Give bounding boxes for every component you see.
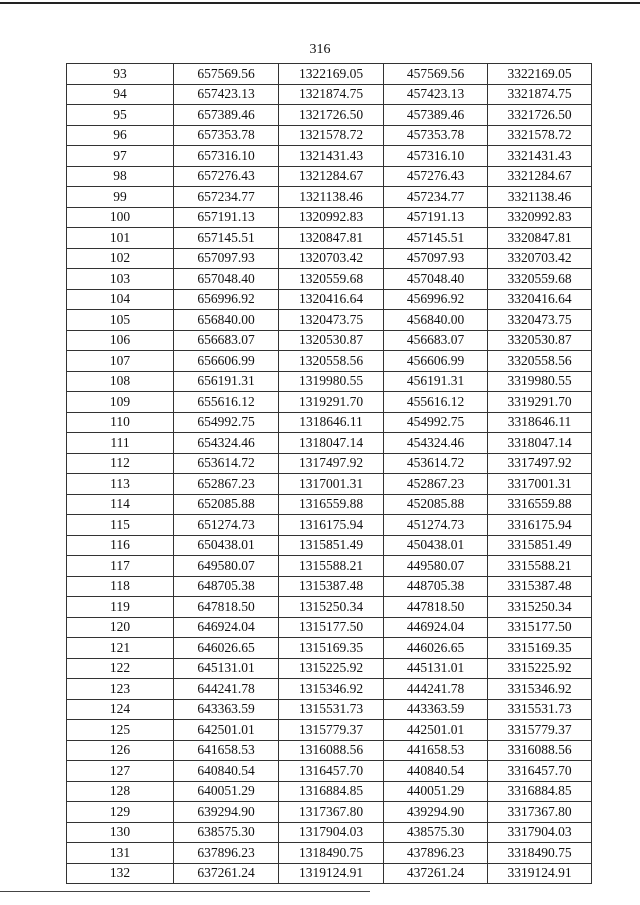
- y2-coord-cell: 3319980.55: [488, 371, 592, 392]
- y-coord-cell: 1315531.73: [279, 699, 384, 720]
- y-coord-cell: 1318646.11: [279, 412, 384, 433]
- x-coord-cell: 656840.00: [174, 310, 279, 331]
- x-coord-cell: 655616.12: [174, 392, 279, 413]
- table-row: [67, 125, 592, 146]
- point-number-cell: 126: [67, 740, 174, 761]
- x-coord-cell: 650438.01: [174, 535, 279, 556]
- point-number-cell: 115: [67, 515, 174, 536]
- x-coord-cell: 652867.23: [174, 474, 279, 495]
- y2-coord-cell: 3320530.87: [488, 330, 592, 351]
- x-coord-cell: 643363.59: [174, 699, 279, 720]
- point-number-cell: 108: [67, 371, 174, 392]
- y2-coord-cell: 3320416.64: [488, 289, 592, 310]
- y-coord-cell: 1321726.50: [279, 105, 384, 126]
- point-number-cell: 111: [67, 433, 174, 454]
- point-number-cell: 112: [67, 453, 174, 474]
- table-row: [67, 207, 592, 228]
- y-coord-cell: 1322169.05: [279, 64, 384, 85]
- y2-coord-cell: 3318047.14: [488, 433, 592, 454]
- x-coord-cell: 646026.65: [174, 638, 279, 659]
- table-row: [67, 269, 592, 290]
- table-row: [67, 392, 592, 413]
- x-coord-cell: 637896.23: [174, 843, 279, 864]
- point-number-cell: 119: [67, 597, 174, 618]
- y2-coord-cell: 3319291.70: [488, 392, 592, 413]
- y2-coord-cell: 3321431.43: [488, 146, 592, 167]
- y2-coord-cell: 3315225.92: [488, 658, 592, 679]
- table-row: [67, 597, 592, 618]
- y-coord-cell: 1317367.80: [279, 802, 384, 823]
- point-number-cell: 107: [67, 351, 174, 372]
- point-number-cell: 122: [67, 658, 174, 679]
- y-coord-cell: 1317001.31: [279, 474, 384, 495]
- x2-coord-cell: 446924.04: [384, 617, 488, 638]
- x-coord-cell: 657191.13: [174, 207, 279, 228]
- page-number: 316: [309, 42, 331, 57]
- point-number-cell: 94: [67, 84, 174, 105]
- y-coord-cell: 1318047.14: [279, 433, 384, 454]
- point-number-cell: 106: [67, 330, 174, 351]
- y2-coord-cell: 3320847.81: [488, 228, 592, 249]
- point-number-cell: 114: [67, 494, 174, 515]
- x-coord-cell: 641658.53: [174, 740, 279, 761]
- table-row: [67, 310, 592, 331]
- table-row: [67, 679, 592, 700]
- x-coord-cell: 637261.24: [174, 863, 279, 884]
- x2-coord-cell: 457569.56: [384, 64, 488, 85]
- x2-coord-cell: 457234.77: [384, 187, 488, 208]
- point-number-cell: 99: [67, 187, 174, 208]
- point-number-cell: 125: [67, 720, 174, 741]
- y2-coord-cell: 3321284.67: [488, 166, 592, 187]
- x-coord-cell: 639294.90: [174, 802, 279, 823]
- table-row: [67, 556, 592, 577]
- x2-coord-cell: 440051.29: [384, 781, 488, 802]
- table-row: [67, 720, 592, 741]
- point-number-cell: 95: [67, 105, 174, 126]
- x2-coord-cell: 456191.31: [384, 371, 488, 392]
- y2-coord-cell: 3318490.75: [488, 843, 592, 864]
- table-row: [67, 761, 592, 782]
- y2-coord-cell: 3320473.75: [488, 310, 592, 331]
- point-number-cell: 101: [67, 228, 174, 249]
- x-coord-cell: 657316.10: [174, 146, 279, 167]
- y-coord-cell: 1317904.03: [279, 822, 384, 843]
- point-number-cell: 110: [67, 412, 174, 433]
- y2-coord-cell: 3315177.50: [488, 617, 592, 638]
- table-row: [67, 494, 592, 515]
- table-row: [67, 166, 592, 187]
- x-coord-cell: 654324.46: [174, 433, 279, 454]
- x2-coord-cell: 441658.53: [384, 740, 488, 761]
- x2-coord-cell: 456606.99: [384, 351, 488, 372]
- y-coord-cell: 1316457.70: [279, 761, 384, 782]
- y-coord-cell: 1321578.72: [279, 125, 384, 146]
- x2-coord-cell: 456996.92: [384, 289, 488, 310]
- x-coord-cell: 651274.73: [174, 515, 279, 536]
- x-coord-cell: 644241.78: [174, 679, 279, 700]
- x-coord-cell: 657423.13: [174, 84, 279, 105]
- point-number-cell: 103: [67, 269, 174, 290]
- y-coord-cell: 1315779.37: [279, 720, 384, 741]
- bottom-rule: [0, 891, 370, 892]
- x-coord-cell: 649580.07: [174, 556, 279, 577]
- x2-coord-cell: 455616.12: [384, 392, 488, 413]
- table-row: [67, 64, 592, 85]
- table-row: [67, 843, 592, 864]
- y-coord-cell: 1320416.64: [279, 289, 384, 310]
- point-number-cell: 96: [67, 125, 174, 146]
- y-coord-cell: 1321874.75: [279, 84, 384, 105]
- table-row: [67, 740, 592, 761]
- y-coord-cell: 1316088.56: [279, 740, 384, 761]
- x-coord-cell: 652085.88: [174, 494, 279, 515]
- x2-coord-cell: 450438.01: [384, 535, 488, 556]
- x2-coord-cell: 449580.07: [384, 556, 488, 577]
- x2-coord-cell: 447818.50: [384, 597, 488, 618]
- x2-coord-cell: 451274.73: [384, 515, 488, 536]
- x2-coord-cell: 456840.00: [384, 310, 488, 331]
- table-row: [67, 412, 592, 433]
- y-coord-cell: 1318490.75: [279, 843, 384, 864]
- point-number-cell: 109: [67, 392, 174, 413]
- table-row: [67, 781, 592, 802]
- point-number-cell: 128: [67, 781, 174, 802]
- x-coord-cell: 640840.54: [174, 761, 279, 782]
- y2-coord-cell: 3321138.46: [488, 187, 592, 208]
- x-coord-cell: 654992.75: [174, 412, 279, 433]
- table-row: [67, 474, 592, 495]
- y2-coord-cell: 3316088.56: [488, 740, 592, 761]
- y-coord-cell: 1320703.42: [279, 248, 384, 269]
- x-coord-cell: 657353.78: [174, 125, 279, 146]
- point-number-cell: 132: [67, 863, 174, 884]
- table-row: [67, 699, 592, 720]
- point-number-cell: 93: [67, 64, 174, 85]
- point-number-cell: 100: [67, 207, 174, 228]
- x2-coord-cell: 457191.13: [384, 207, 488, 228]
- table-row: [67, 658, 592, 679]
- table-row: [67, 822, 592, 843]
- x2-coord-cell: 457316.10: [384, 146, 488, 167]
- y2-coord-cell: 3320992.83: [488, 207, 592, 228]
- y-coord-cell: 1317497.92: [279, 453, 384, 474]
- x-coord-cell: 647818.50: [174, 597, 279, 618]
- point-number-cell: 131: [67, 843, 174, 864]
- y2-coord-cell: 3318646.11: [488, 412, 592, 433]
- y-coord-cell: 1315851.49: [279, 535, 384, 556]
- x-coord-cell: 656683.07: [174, 330, 279, 351]
- y-coord-cell: 1320992.83: [279, 207, 384, 228]
- x2-coord-cell: 457048.40: [384, 269, 488, 290]
- x-coord-cell: 645131.01: [174, 658, 279, 679]
- y-coord-cell: 1320559.68: [279, 269, 384, 290]
- point-number-cell: 97: [67, 146, 174, 167]
- table-row: [67, 535, 592, 556]
- y-coord-cell: 1321431.43: [279, 146, 384, 167]
- top-rule: [0, 2, 640, 4]
- y2-coord-cell: 3316457.70: [488, 761, 592, 782]
- point-number-cell: 123: [67, 679, 174, 700]
- point-number-cell: 124: [67, 699, 174, 720]
- point-number-cell: 113: [67, 474, 174, 495]
- y2-coord-cell: 3322169.05: [488, 64, 592, 85]
- point-number-cell: 117: [67, 556, 174, 577]
- x2-coord-cell: 457389.46: [384, 105, 488, 126]
- table-row: [67, 802, 592, 823]
- table-row: [67, 371, 592, 392]
- x-coord-cell: 657569.56: [174, 64, 279, 85]
- x-coord-cell: 642501.01: [174, 720, 279, 741]
- y2-coord-cell: 3315346.92: [488, 679, 592, 700]
- point-number-cell: 127: [67, 761, 174, 782]
- y2-coord-cell: 3321578.72: [488, 125, 592, 146]
- x2-coord-cell: 442501.01: [384, 720, 488, 741]
- y-coord-cell: 1315225.92: [279, 658, 384, 679]
- x2-coord-cell: 457145.51: [384, 228, 488, 249]
- x-coord-cell: 657389.46: [174, 105, 279, 126]
- x2-coord-cell: 453614.72: [384, 453, 488, 474]
- table-row: [67, 289, 592, 310]
- y-coord-cell: 1315169.35: [279, 638, 384, 659]
- point-number-cell: 121: [67, 638, 174, 659]
- x2-coord-cell: 452085.88: [384, 494, 488, 515]
- point-number-cell: 130: [67, 822, 174, 843]
- y2-coord-cell: 3315250.34: [488, 597, 592, 618]
- point-number-cell: 104: [67, 289, 174, 310]
- y-coord-cell: 1320847.81: [279, 228, 384, 249]
- table-row: [67, 433, 592, 454]
- x2-coord-cell: 440840.54: [384, 761, 488, 782]
- x2-coord-cell: 454324.46: [384, 433, 488, 454]
- y2-coord-cell: 3317367.80: [488, 802, 592, 823]
- x-coord-cell: 656996.92: [174, 289, 279, 310]
- table-row: [67, 453, 592, 474]
- point-number-cell: 116: [67, 535, 174, 556]
- x2-coord-cell: 457353.78: [384, 125, 488, 146]
- x-coord-cell: 657276.43: [174, 166, 279, 187]
- y2-coord-cell: 3315169.35: [488, 638, 592, 659]
- y-coord-cell: 1315346.92: [279, 679, 384, 700]
- y-coord-cell: 1315588.21: [279, 556, 384, 577]
- y2-coord-cell: 3315588.21: [488, 556, 592, 577]
- y-coord-cell: 1321284.67: [279, 166, 384, 187]
- x2-coord-cell: 444241.78: [384, 679, 488, 700]
- y-coord-cell: 1320473.75: [279, 310, 384, 331]
- y-coord-cell: 1319980.55: [279, 371, 384, 392]
- x2-coord-cell: 457276.43: [384, 166, 488, 187]
- x-coord-cell: 656606.99: [174, 351, 279, 372]
- y-coord-cell: 1315387.48: [279, 576, 384, 597]
- table-row: [67, 187, 592, 208]
- x2-coord-cell: 438575.30: [384, 822, 488, 843]
- table-row: [67, 146, 592, 167]
- x-coord-cell: 653614.72: [174, 453, 279, 474]
- y2-coord-cell: 3317904.03: [488, 822, 592, 843]
- table-row: [67, 84, 592, 105]
- x-coord-cell: 656191.31: [174, 371, 279, 392]
- table-row: [67, 638, 592, 659]
- y2-coord-cell: 3315387.48: [488, 576, 592, 597]
- x2-coord-cell: 452867.23: [384, 474, 488, 495]
- y-coord-cell: 1319291.70: [279, 392, 384, 413]
- x-coord-cell: 640051.29: [174, 781, 279, 802]
- table-row: [67, 863, 592, 884]
- x2-coord-cell: 457423.13: [384, 84, 488, 105]
- point-number-cell: 118: [67, 576, 174, 597]
- y-coord-cell: 1321138.46: [279, 187, 384, 208]
- coordinate-table: [66, 63, 592, 884]
- y2-coord-cell: 3320559.68: [488, 269, 592, 290]
- y-coord-cell: 1320558.56: [279, 351, 384, 372]
- y-coord-cell: 1315177.50: [279, 617, 384, 638]
- y2-coord-cell: 3321726.50: [488, 105, 592, 126]
- x-coord-cell: 638575.30: [174, 822, 279, 843]
- x2-coord-cell: 454992.75: [384, 412, 488, 433]
- y2-coord-cell: 3315779.37: [488, 720, 592, 741]
- table-row: [67, 228, 592, 249]
- point-number-cell: 102: [67, 248, 174, 269]
- y2-coord-cell: 3315851.49: [488, 535, 592, 556]
- x2-coord-cell: 456683.07: [384, 330, 488, 351]
- y2-coord-cell: 3315531.73: [488, 699, 592, 720]
- x-coord-cell: 657048.40: [174, 269, 279, 290]
- table-row: [67, 576, 592, 597]
- y2-coord-cell: 3316884.85: [488, 781, 592, 802]
- point-number-cell: 98: [67, 166, 174, 187]
- y2-coord-cell: 3316175.94: [488, 515, 592, 536]
- point-number-cell: 129: [67, 802, 174, 823]
- y-coord-cell: 1320530.87: [279, 330, 384, 351]
- table-row: [67, 351, 592, 372]
- y2-coord-cell: 3321874.75: [488, 84, 592, 105]
- table-row: [67, 330, 592, 351]
- table-body: [67, 64, 592, 884]
- y2-coord-cell: 3320558.56: [488, 351, 592, 372]
- y2-coord-cell: 3317497.92: [488, 453, 592, 474]
- x2-coord-cell: 437261.24: [384, 863, 488, 884]
- x2-coord-cell: 439294.90: [384, 802, 488, 823]
- y2-coord-cell: 3316559.88: [488, 494, 592, 515]
- x-coord-cell: 646924.04: [174, 617, 279, 638]
- y-coord-cell: 1319124.91: [279, 863, 384, 884]
- x-coord-cell: 657097.93: [174, 248, 279, 269]
- y-coord-cell: 1316175.94: [279, 515, 384, 536]
- y-coord-cell: 1316559.88: [279, 494, 384, 515]
- point-number-cell: 120: [67, 617, 174, 638]
- x2-coord-cell: 437896.23: [384, 843, 488, 864]
- table-row: [67, 248, 592, 269]
- x2-coord-cell: 457097.93: [384, 248, 488, 269]
- x2-coord-cell: 446026.65: [384, 638, 488, 659]
- y-coord-cell: 1315250.34: [279, 597, 384, 618]
- x2-coord-cell: 445131.01: [384, 658, 488, 679]
- y2-coord-cell: 3320703.42: [488, 248, 592, 269]
- point-number-cell: 105: [67, 310, 174, 331]
- x-coord-cell: 657145.51: [174, 228, 279, 249]
- table-row: [67, 515, 592, 536]
- table-row: [67, 617, 592, 638]
- x-coord-cell: 657234.77: [174, 187, 279, 208]
- x2-coord-cell: 443363.59: [384, 699, 488, 720]
- y2-coord-cell: 3319124.91: [488, 863, 592, 884]
- table-row: [67, 105, 592, 126]
- y2-coord-cell: 3317001.31: [488, 474, 592, 495]
- y-coord-cell: 1316884.85: [279, 781, 384, 802]
- x-coord-cell: 648705.38: [174, 576, 279, 597]
- x2-coord-cell: 448705.38: [384, 576, 488, 597]
